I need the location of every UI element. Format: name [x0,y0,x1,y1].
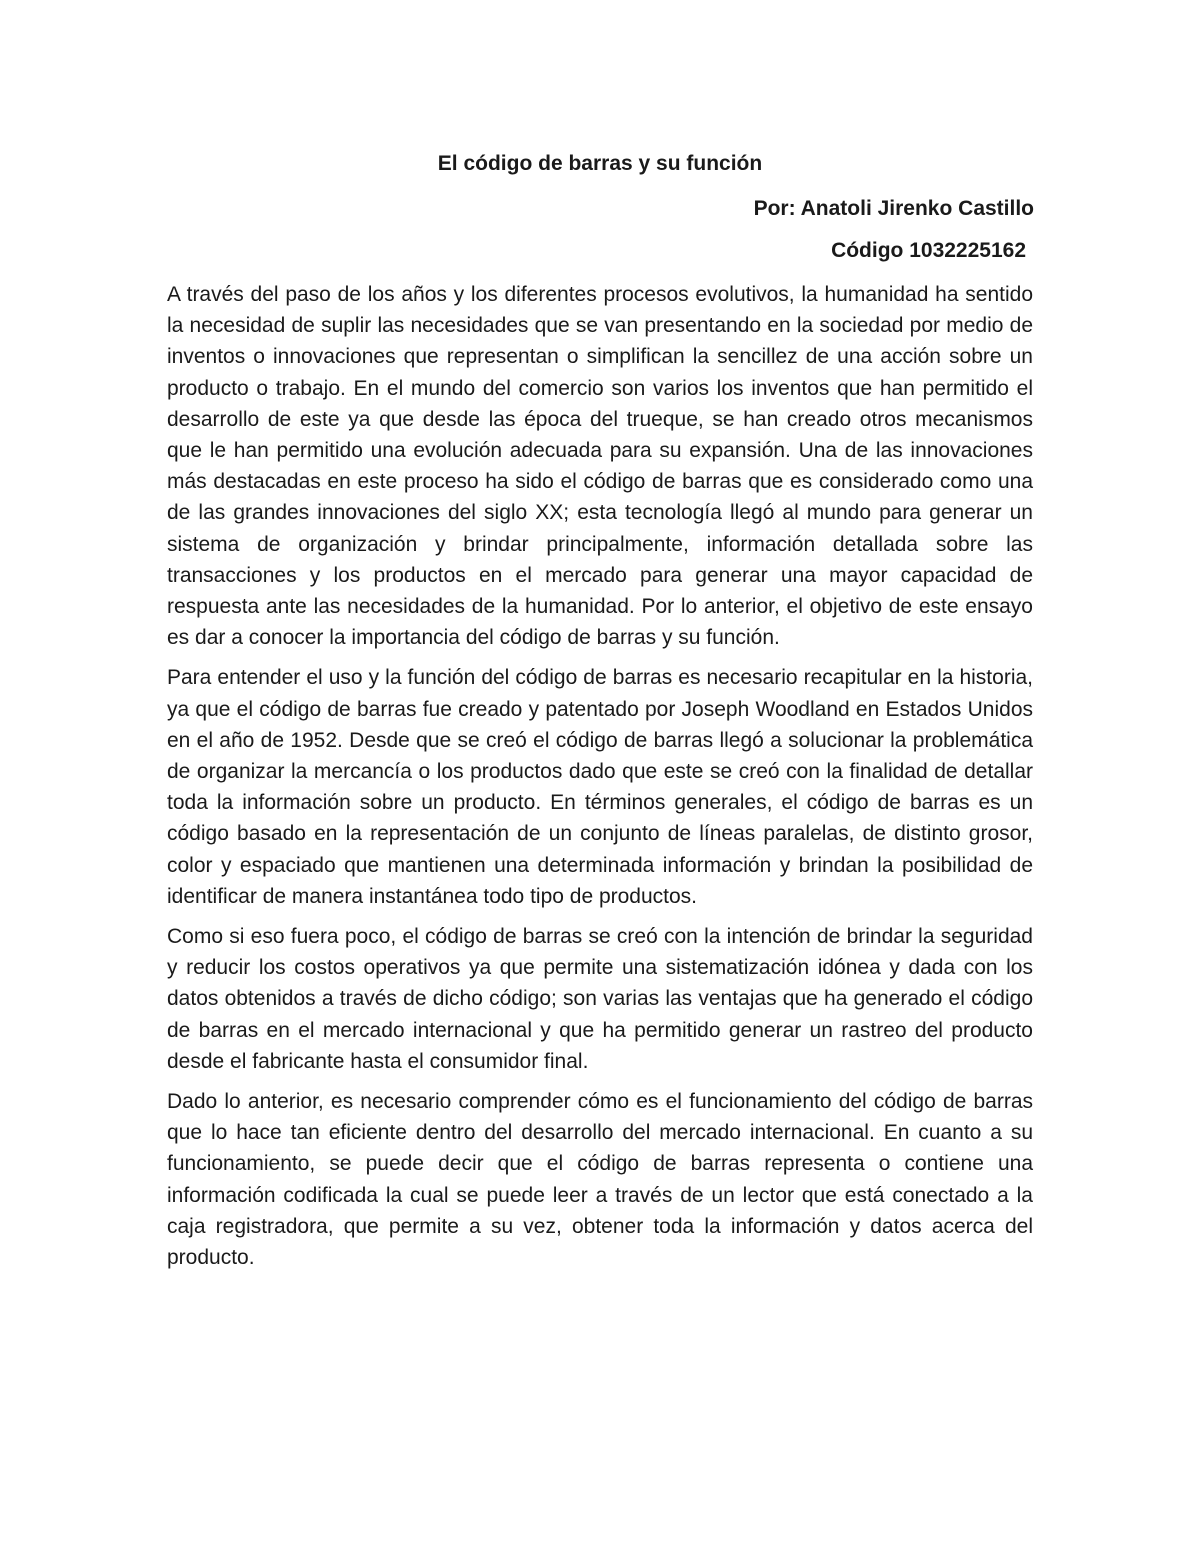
document-body [167,279,1033,1282]
paragraph-1: A través del paso de los años y los diferentes procesos evolutivos, la humanidad ha sentido la necesidad de suplir las necesidades que se van presentando en la sociedad por medio de inventos o innovaciones que representan o simplifican la sencillez de una acción sobre un producto o trabajo. En el mundo del comercio son varios los inventos que han permitido el desarrollo de este ya que desde las época del trueque, se han creado otros mecanismos que le han permitido una evolución adecuada para su expansión. Una de las innovaciones más destacadas en este proceso ha sido el código de barras que es considerado como una de las grandes innovaciones del siglo XX; esta tecnología llegó al mundo para generar un sistema de organización y brindar principalmente, información detallada sobre las transacciones y los productos en el mercado para generar una mayor capacidad de respuesta ante las necesidades de la humanidad. Por lo anterior, el objetivo de este ensayo es dar a conocer la importancia del código de barras y su función. [167,283,1033,650]
author-line: Por: Anatoli Jirenko Castillo [753,197,1034,220]
paragraph-2: Para entender el uso y la función del código de barras es necesario recapitular en la historia, ya que el código de barras fue creado y patentado por Joseph Woodland en Estados Unidos en el año de 1952. Desde que se creó el código de barras llegó a solucionar la problemática de organizar la mercancía o los productos dado que este se creó con la finalidad de detallar toda la información sobre un producto. En términos generales, el código de barras es un código basado en la representación de un conjunto de líneas paralelas, de distinto grosor, color y espaciado que mantienen una determinada información y brindan la posibilidad de identificar de manera instantánea todo tipo de productos. [167,666,1033,908]
document-title: El código de barras y su función [437,152,763,175]
student-code: Código 1032225162 [831,239,1026,262]
paragraph-4: Dado lo anterior, es necesario comprender cómo es el funcionamiento del código de barras que lo hace tan eficiente dentro del desarrollo del mercado internacional. En cuanto a su funcionamiento, se puede decir que el código de barras representa o contiene una información codificada la cual se puede leer a través de un lector que está conectado a la caja registradora, que permite a su vez, obtener toda la información y datos acerca del producto. [167,1090,1033,1270]
paragraph-3: Como si eso fuera poco, el código de barras se creó con la intención de brindar la seguridad y reducir los costos operativos ya que permite una sistematización idónea y dada con los datos obtenidos a través de dicho código; son varias las ventajas que ha generado el código de barras en el mercado internacional y que ha permitido generar un rastreo del producto desde el fabricante hasta el consumidor final. [167,925,1033,1073]
